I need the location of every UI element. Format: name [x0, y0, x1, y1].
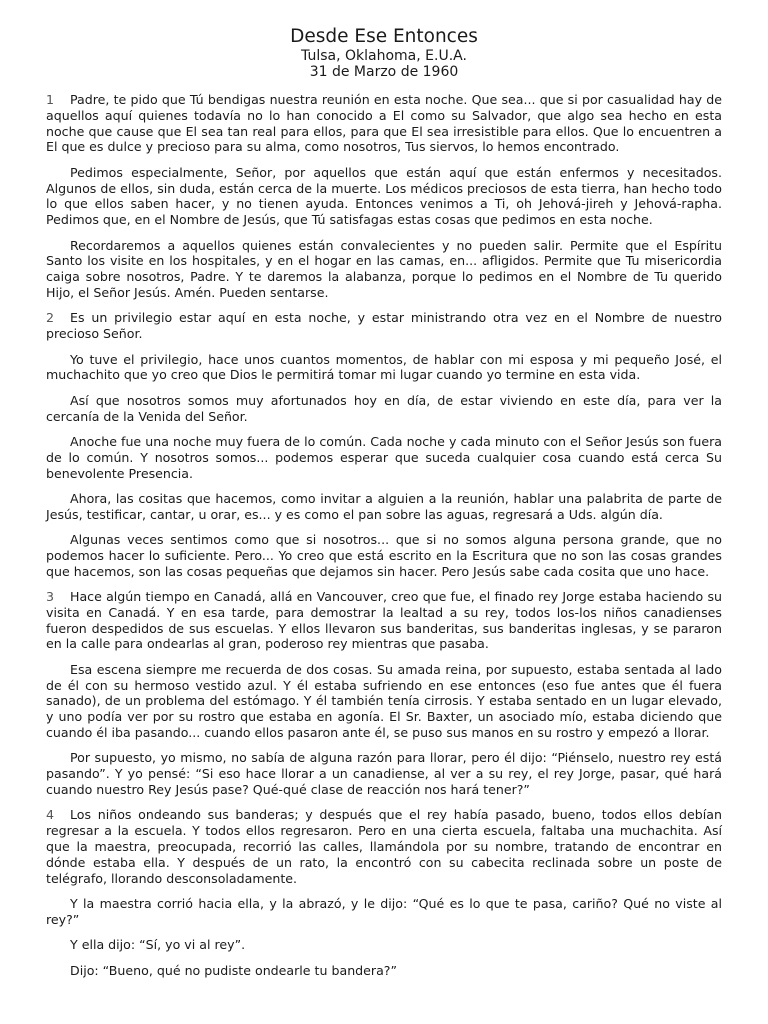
document-header	[46, 26, 722, 80]
paragraph	[46, 963, 722, 979]
paragraph	[46, 165, 722, 228]
paragraph-text: Hace algún tiempo en Canadá, allá en Vancouver, creo que fue, el finado rey Jorge estaba haciendo su visita en Canadá. Y en esa tarde, para demostrar la lealtad a su rey, todos los-los niños canadienses fueron despedidos de sus escuelas. Y ellos llevaron sus banderitas, sus banderitas inglesas, y se pararon en la calle para ondearlas al gran, poderoso rey mientras que pasaba.	[46, 589, 722, 652]
paragraph	[46, 92, 722, 155]
paragraph-text: Así que nosotros somos muy afortunados hoy en día, de estar viviendo en este día, para ver la cercanía de la Venida del Señor.	[46, 392, 722, 424]
document-title: Desde Ese Entonces	[290, 26, 478, 47]
paragraph-text: Los niños ondeando sus banderas; y después que el rey había pasado, bueno, todos ellos debían regresar a la escuela. Y todos ellos regresaron. Pero en una cierta escuela, faltaba una muchachita. Así que la maestra, preocupada, recorrió las calles, llamándola por su nombre, tratando de encontrar en dónde estaba ella. Y después de un rato, la encontró con su cabecita reclinada sobre un poste de telégrafo, llorando desconsoladamente.	[46, 807, 722, 886]
paragraph-text: Pedimos especialmente, Señor, por aquellos que están aquí que están enfermos y necesitados. Algunos de ellos, sin duda, están cerca de la muerte. Los médicos preciosos de esta tierra, han hecho todo lo que ellos saben hacer, y no tienen ayuda. Entonces venimos a Ti, oh Jehová-jireh y Jehová-rapha. Pedimos que, en el Nombre de Jesús, que Tú satisfagas estas cosas que pedimos en esta noche.	[46, 164, 722, 228]
paragraph	[46, 532, 722, 579]
paragraph-number: 3	[46, 589, 55, 605]
paragraph-text: Dijo: “Bueno, qué no pudiste ondearle tu bandera?”	[70, 962, 398, 978]
paragraph	[46, 352, 722, 384]
paragraph-text: Anoche fue una noche muy fuera de lo común. Cada noche y cada minuto con el Señor Jesús son fuera de lo común. Y nosotros somos... podemos esperar que suceda cualquier cosa cuando está cerca Su benevolente Presencia.	[46, 433, 722, 481]
paragraph-text: Yo tuve el privilegio, hace unos cuantos momentos, de hablar con mi esposa y mi pequeño José, el muchachito que yo creo que Dios le permitirá tomar mi lugar cuando yo termine en esta vida.	[46, 351, 722, 383]
paragraph-text: Padre, te pido que Tú bendigas nuestra reunión en esta noche. Que sea... que si por casualidad hay de aquellos aquí quienes todavía no lo han conocido a El como su Salvador, que algo sea hecho en esta noche que cause que El sea tan real para ellos, para que El sea irresistible para ellos. Que lo encuentren a El que es dulce y precioso para su alma, como nosotros, Tus siervos, lo hemos encontrado.	[46, 92, 722, 155]
paragraph-number: 1	[46, 92, 55, 107]
paragraph-text: Y la maestra corrió hacia ella, y la abrazó, y le dijo: “Qué es lo que te pasa, cariño? Qué no viste al rey?”	[46, 895, 722, 927]
paragraph-text: Es un privilegio estar aquí en esta noche, y estar ministrando otra vez en el Nombre de nuestro precioso Señor.	[46, 310, 722, 342]
paragraph-text: Ahora, las cositas que hacemos, como invitar a alguien a la reunión, hablar una palabrita de parte de Jesús, testificar, cantar, u orar, es... y es como el pan sobre las aguas, regresará a Uds. algún día.	[46, 490, 722, 522]
paragraph	[46, 589, 722, 652]
paragraph	[46, 662, 722, 741]
paragraph	[46, 491, 722, 523]
paragraph	[46, 896, 722, 928]
paragraph-text: Recordaremos a aquellos quienes están convalecientes y no pueden salir. Permite que el Espíritu Santo los visite en los hospitales, y en el hogar en las camas, en... afligidos. Permite que Tu misericordia caiga sobre nosotros, Padre. Y te daremos la alabanza, porque lo pedimos en el Nombre de Tu querido Hijo, el Señor Jesús. Amén. Pueden sentarse.	[46, 237, 722, 300]
paragraph-number: 2	[46, 310, 55, 326]
paragraph	[46, 310, 722, 342]
paragraph	[46, 393, 722, 425]
paragraph-text: Algunas veces sentimos como que si nosotros... que si no somos alguna persona grande, que no podemos hacer lo suficiente. Pero... Yo creo que está escrito en la Escritura que no son las cosas grandes que hacemos, son las cosas pequeñas que dejamos sin hacer. Pero Jesús sabe cada cosita que uno hace.	[46, 532, 722, 579]
paragraph	[46, 434, 722, 481]
paragraph	[46, 238, 722, 301]
document-date: 31 de Marzo de 1960	[309, 64, 459, 80]
paragraph-text: Por supuesto, yo mismo, no sabía de alguna razón para llorar, pero él dijo: “Piénselo, nuestro rey está pasando”. Y yo pensé: “Si eso hace llorar a un canadiense, al ver a su rey, el rey Jorge, pasar, qué hará cuando nuestro Rey Jesús pase? Qué-qué clase de reacción nos hará tener?”	[46, 750, 722, 798]
document-location: Tulsa, Oklahoma, E.U.A.	[301, 48, 467, 64]
paragraph	[46, 937, 722, 953]
paragraph	[46, 807, 722, 886]
document-body	[46, 92, 722, 978]
paragraph	[46, 750, 722, 797]
paragraph-text: Y ella dijo: “Sí, yo vi al rey”.	[70, 937, 246, 953]
paragraph-text: Esa escena siempre me recuerda de dos cosas. Su amada reina, por supuesto, estaba sentada al lado de él con su hermoso vestido azul. Y él estaba sufriendo en ese entonces (eso fue antes que él fuera sanado), de un problema del estómago. Y él también tenía cirrosis. Y estaba sentado en un lugar elevado, y uno podía ver por su rostro que estaba en agonía. El Sr. Baxter, un asociado mío, estaba diciendo que cuando él iba pasando... cuando ellos pasaron ante él, se puso sus manos en su rostro y empezó a llorar.	[46, 661, 722, 741]
paragraph-number: 4	[46, 807, 55, 823]
